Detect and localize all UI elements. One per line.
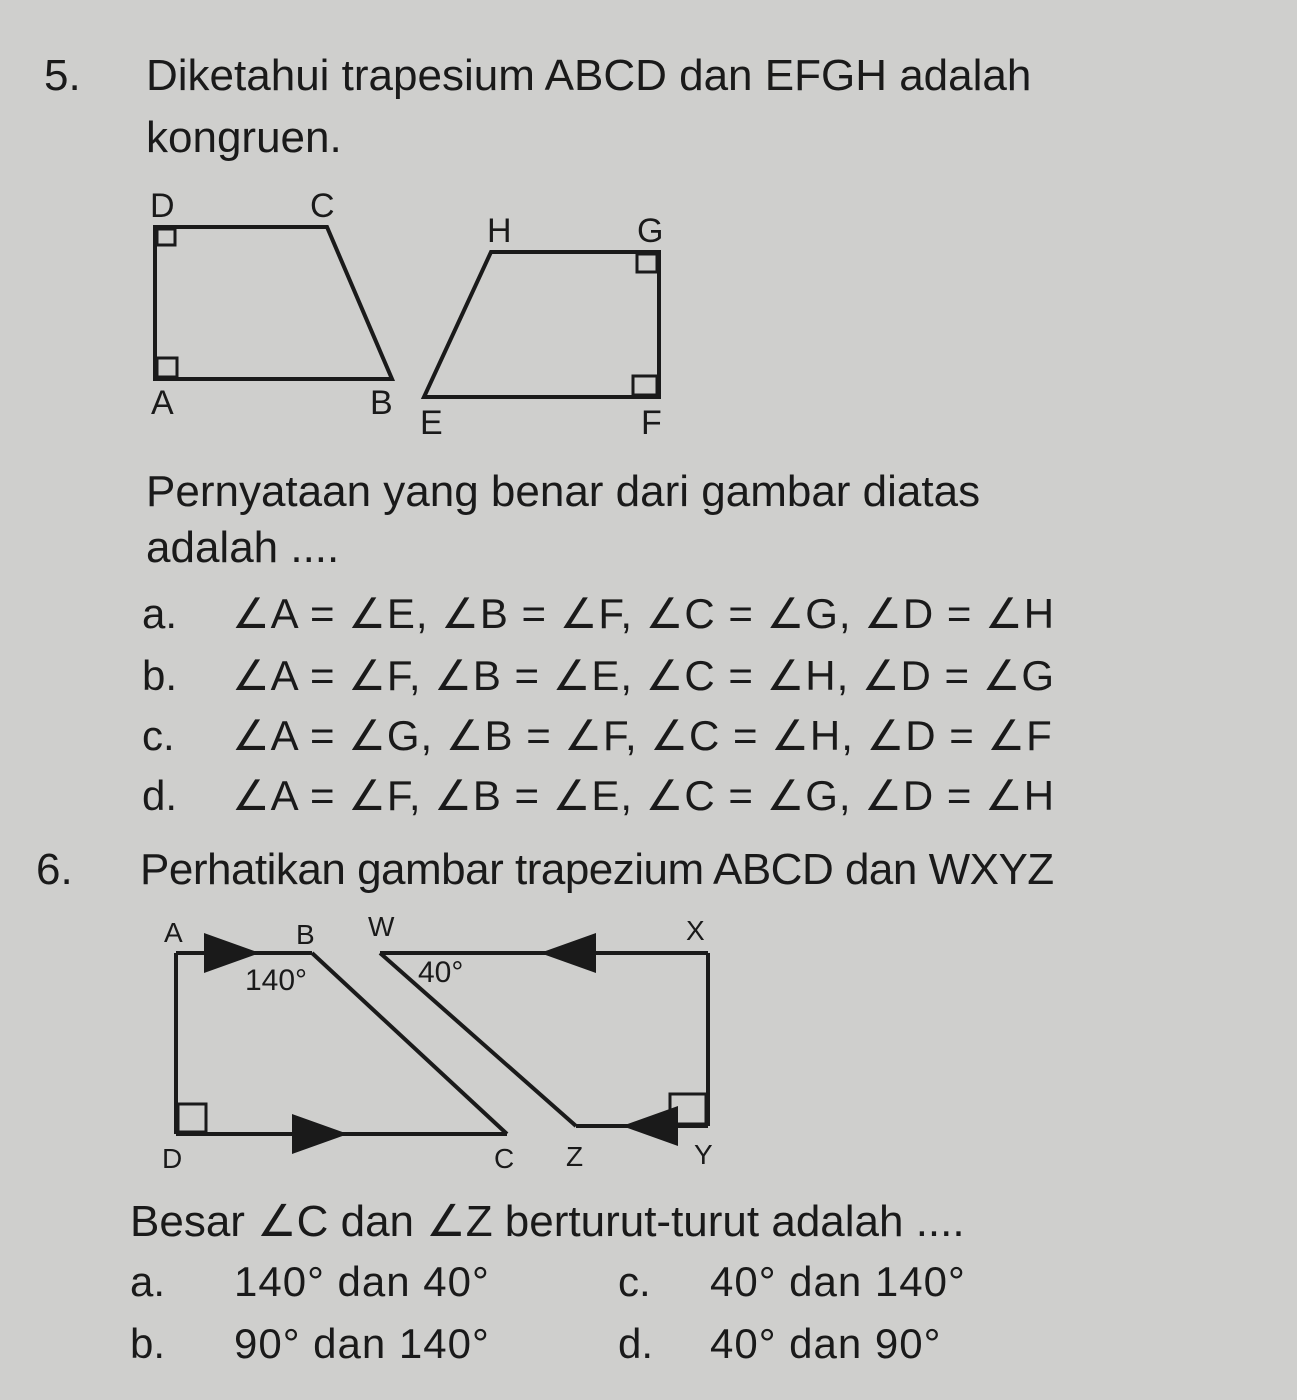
- q5-text-line1: Diketahui trapesium ABCD dan EFGH adalah: [146, 51, 1032, 100]
- q6-option-c-letter: c.: [618, 1258, 651, 1305]
- q6-number: 6.: [36, 845, 73, 894]
- q5-option-d-letter: d.: [142, 772, 178, 819]
- q6-option-b-text: 90° dan 140°: [234, 1320, 490, 1367]
- right-angle-mark-y: [670, 1094, 706, 1124]
- right-angle-mark-d: [178, 1104, 206, 1132]
- label-c: C: [494, 1143, 515, 1174]
- q5-option-a-text: ∠A = ∠E, ∠B = ∠F, ∠C = ∠G, ∠D = ∠H: [232, 590, 1056, 637]
- label-d: D: [162, 1143, 183, 1174]
- q5-prompt-line2: adalah ....: [146, 523, 340, 572]
- right-angle-mark-d: [157, 229, 175, 245]
- q5-text-line2: kongruen.: [146, 113, 342, 162]
- q5-prompt-line1: Pernyataan yang benar dari gambar diatas: [146, 467, 981, 516]
- label-c: C: [310, 187, 335, 225]
- angle-b-label: 140°: [245, 964, 308, 997]
- angle-w-label: 40°: [418, 956, 464, 989]
- q6-option-a-letter: a.: [130, 1258, 166, 1305]
- label-d: D: [150, 187, 175, 225]
- q5-option-a-letter: a.: [142, 590, 178, 637]
- label-e: E: [420, 404, 443, 440]
- label-a: A: [151, 384, 174, 422]
- label-w: W: [368, 911, 395, 942]
- label-b: B: [370, 384, 393, 422]
- q6-option-d-text: 40° dan 90°: [710, 1320, 942, 1367]
- label-f: F: [641, 404, 662, 440]
- right-angle-mark-f: [633, 376, 657, 395]
- label-h: H: [487, 212, 512, 250]
- label-b: B: [296, 919, 315, 950]
- right-angle-mark-a: [157, 358, 177, 377]
- right-angle-mark-g: [637, 254, 657, 272]
- side-zw: [380, 953, 576, 1126]
- q5-figure: [0, 180, 720, 440]
- trapezoid-abcd: [155, 227, 392, 379]
- label-a: A: [164, 917, 183, 948]
- q5-option-b-text: ∠A = ∠F, ∠B = ∠E, ∠C = ∠H, ∠D = ∠G: [232, 652, 1056, 699]
- q6-option-a-text: 140° dan 40°: [234, 1258, 490, 1305]
- q6-figure: [0, 900, 760, 1190]
- q5-option-d-text: ∠A = ∠F, ∠B = ∠E, ∠C = ∠G, ∠D = ∠H: [232, 772, 1056, 819]
- q5-option-b-letter: b.: [142, 652, 178, 699]
- label-g: G: [637, 212, 664, 250]
- q6-option-b-letter: b.: [130, 1320, 166, 1367]
- q6-text-line1: Perhatikan gambar trapezium ABCD dan WXYZ: [140, 845, 1054, 894]
- q6-option-c-text: 40° dan 140°: [710, 1258, 966, 1305]
- q6-option-d-letter: d.: [618, 1320, 654, 1367]
- q5-option-c-text: ∠A = ∠G, ∠B = ∠F, ∠C = ∠H, ∠D = ∠F: [232, 712, 1053, 759]
- q6-prompt: Besar ∠C dan ∠Z berturut-turut adalah ....: [130, 1197, 965, 1246]
- trapezoid-efgh: [424, 252, 659, 397]
- label-x: X: [686, 915, 705, 946]
- q5-option-c-letter: c.: [142, 712, 175, 759]
- label-y: Y: [694, 1139, 713, 1170]
- q5-number: 5.: [44, 51, 81, 100]
- label-z: Z: [566, 1141, 584, 1172]
